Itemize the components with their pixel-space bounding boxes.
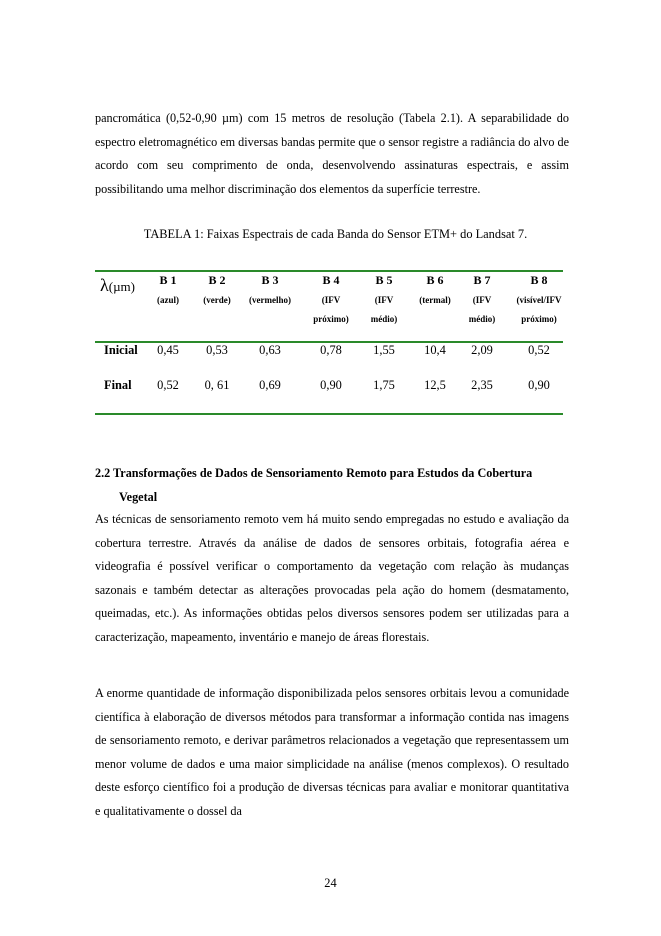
table-cell: 2,09 [471,343,493,357]
table-cell: 0,52 [528,343,550,357]
band-description: (visível/IFV [516,295,562,305]
band-label: B 4 [322,273,340,287]
table-cell: 0, 61 [204,378,230,392]
band-description-line2: médio) [370,314,398,324]
band-description: (IFV [472,295,492,305]
table-cell: 0,63 [259,343,281,357]
band-description-line2: próximo) [521,314,557,324]
band-label: B 7 [473,273,491,287]
table-cell: 0,45 [157,343,179,357]
band-description: (IFV [321,295,341,305]
table-cell: 0,53 [206,343,228,357]
page-number: 24 [324,876,337,890]
band-description: (termal) [419,295,451,305]
band-description-line2: próximo) [313,314,349,324]
table-top-rule [95,270,563,272]
table-cell: 12,5 [424,378,446,392]
band-description: (vermelho) [249,295,291,305]
band-label: B 8 [530,273,548,287]
paragraph-remote-sensing: As técnicas de sensoriamento remoto vem há muito sendo empregadas no estudo e avaliação da cobertura terrestre. Através da análise de dados de sensores orbitais, fotografia aérea e videografia é possível verificar o comportamento da vegetação com relação às mudanças sazonais e também detectar as alterações provocadas pela ação do homem (desmatamento, queimadas, etc.). As informações obtidas pelos diversos sensores podem ser utilizadas para a caracterização, mapeamento, inventário e manejo de áreas florestais. [95,512,569,644]
band-description: (verde) [203,295,231,305]
table-row-label: Inicial [104,343,138,357]
table-cell: 2,35 [471,378,493,392]
band-label: B 6 [426,273,444,287]
table-cell: 0,90 [528,378,550,392]
table-cell: 1,75 [373,378,395,392]
section-heading [95,462,569,509]
band-description: (azul) [157,295,179,305]
table-bottom-rule [95,413,563,415]
band-label: B 1 [159,273,177,287]
table-row-label: Final [104,378,132,392]
table-cell: 0,90 [320,378,342,392]
paragraph-intro: pancromática (0,52-0,90 µm) com 15 metros de resolução (Tabela 2.1). A separabilidade do espectro eletromagnético em diversas bandas permite que o sensor registre a radiância do alvo de acordo com seu comprimento de onda, desenvolvendo assinaturas espectrais, e assim possibilitando uma melhor discriminação dos elementos da superfície terrestre. [95,111,569,196]
wavelength-unit: (µm) [108,279,135,294]
band-label: B 5 [375,273,393,287]
section-heading-line2: Vegetal [119,489,158,504]
lambda-symbol: λ [100,275,109,295]
band-label: B 3 [261,273,279,287]
table-cell: 0,52 [157,378,179,392]
table-cell: 10,4 [424,343,446,357]
paragraph-methods: A enorme quantidade de informação disponibilizada pelos sensores orbitais levou a comunidade científica à elaboração de diversos métodos para transformar a informação contida nas imagens de sensoriamento remoto, e derivar parâmetros relacionados a vegetação que representassem um menor volume de dados e uma maior simplicidade na análise (menos complexos). O resultado deste esforço científico foi a produção de diversas técnicas para avaliar e monitorar quantitativa e qualitativamente o dossel da [95,686,569,818]
table-caption: TABELA 1: Faixas Espectrais de cada Banda do Sensor ETM+ do Landsat 7. [143,227,528,241]
table-cell: 0,69 [259,378,281,392]
table-cell: 0,78 [320,343,342,357]
band-description-line2: médio) [468,314,496,324]
band-description: (IFV [374,295,394,305]
band-label: B 2 [208,273,226,287]
section-heading-line1: 2.2 Transformações de Dados de Sensoriamento Remoto para Estudos da Cobertura [95,466,533,480]
table-cell: 1,55 [373,343,395,357]
